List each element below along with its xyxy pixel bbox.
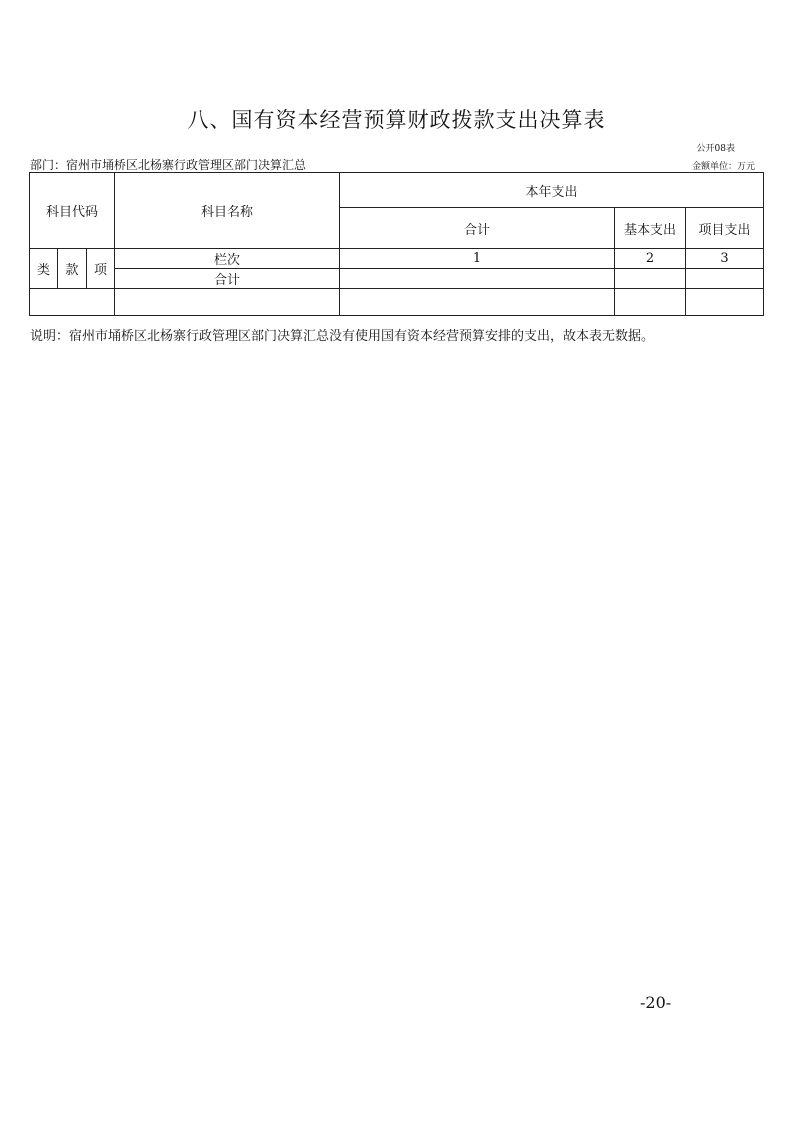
column-index-3: 3: [686, 249, 764, 269]
section-header: 款: [58, 249, 87, 289]
column-index-1: 1: [340, 249, 615, 269]
page-title: 八、国有资本经营预算财政拨款支出决算表: [187, 108, 606, 132]
empty-name-cell: [115, 289, 340, 316]
explanation-note: 说明：宿州市埇桥区北杨寨行政管理区部门决算汇总没有使用国有资本经营预算安排的支出，故本表无数据。: [30, 329, 655, 344]
subject-code-header: 科目代码: [30, 173, 115, 249]
item-header: 项: [87, 249, 115, 289]
expenditure-table: [29, 172, 764, 316]
column-index-label: 栏次: [115, 249, 340, 269]
subject-name-header: 科目名称: [115, 173, 340, 249]
form-number: 公开08表: [696, 144, 735, 154]
department-label: 部门：宿州市埇桥区北杨寨行政管理区部门决算汇总: [30, 158, 307, 172]
amount-unit: 金额单位：万元: [691, 162, 755, 172]
project-expenditure-header: 项目支出: [686, 208, 764, 249]
empty-project-cell: [686, 289, 764, 316]
sum-total-cell: [340, 269, 615, 289]
sum-project-cell: [686, 269, 764, 289]
empty-total-cell: [340, 289, 615, 316]
basic-expenditure-header: 基本支出: [615, 208, 686, 249]
sum-basic-cell: [615, 269, 686, 289]
category-header: 类: [30, 249, 58, 289]
total-header: 合计: [340, 208, 615, 249]
current-year-expenditure-header: 本年支出: [340, 173, 764, 208]
empty-code-cell: [30, 289, 115, 316]
empty-basic-cell: [615, 289, 686, 316]
column-index-2: 2: [615, 249, 686, 269]
sum-label: 合计: [115, 269, 340, 289]
table-row: [30, 289, 764, 316]
page-number: -20-: [640, 993, 672, 1012]
